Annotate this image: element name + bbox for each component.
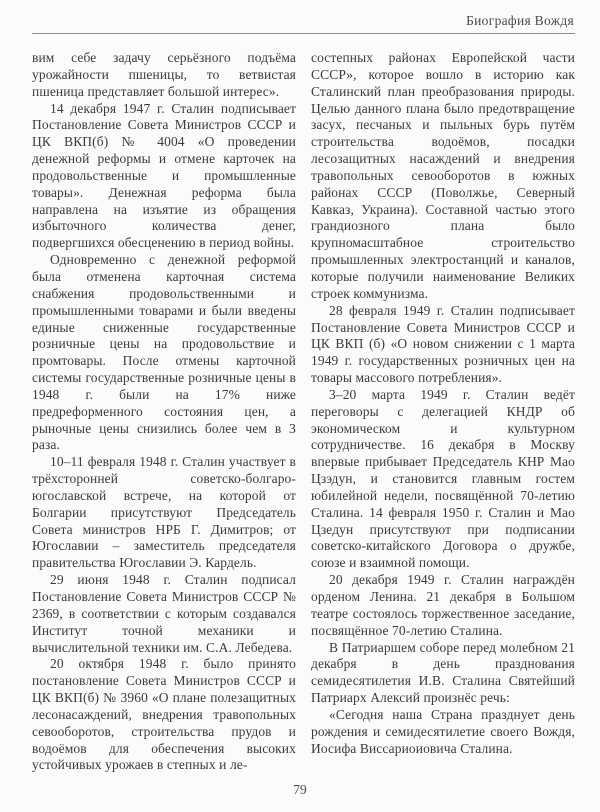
paragraph: вим себе задачу серьёзного подъёма урожайности пшеницы, то ветвистая пшеница представляет большой интерес».	[32, 50, 296, 99]
text-columns	[32, 50, 575, 774]
paragraph: 10–11 февраля 1948 г. Сталин участвует в трёхсторонней советско-болгаро-югославской встрече, на которой от Болгарии присутствуют Председатель Совета министров НРБ Г. Димитров; от Югославии – заместитель председателя правительства Югославии Э. Кардель.	[32, 454, 296, 571]
paragraph: 29 июня 1948 г. Сталин подписал Постановление Совета Министров СССР № 2369, в соответствии с которым создавался Институт точной механики и вычислительной техники им. С.А. Лебедева.	[32, 572, 296, 655]
paragraph: 20 октября 1948 г. было принято постановление Совета Министров СССР и ЦК ВКП(б) № 3960 «О плане полезащитных лесонасаждений, внедрения травопольных севооборотов, строительства прудов и водоёмов для обеспечения высоких устойчивых урожаев в степных и ле-	[32, 656, 296, 773]
page-number: 79	[293, 782, 307, 797]
paragraph: «Сегодня наша Страна празднует день рождения и семидесятилетие своего Вождя, Иосифа Виссариоиовича Сталина.	[311, 706, 575, 756]
paragraph: В Патриаршем соборе перед молебном 21 декабря в день празднования семидесятилетия И.В. Сталина Святейший Патриарх Алексий произнёс речь:	[311, 639, 575, 706]
paragraph: Одновременно с денежной реформой была отменена карточная система снабжения продовольственными и промышленными товарами и были введены единые сниженные государственные розничные цены на продовольствие и промтовары. После отмены карточной системы государственные розничные цены в 1948 г. были на 17% ниже предреформенного состояния цен, а рыночные цены снизились более чем в 3 раза.	[32, 252, 296, 453]
paragraph: 14 декабря 1947 г. Сталин подписывает Постановление Совета Министров СССР и ЦК ВКП(б) № 4004 «О проведении денежной реформы и отмене карточек на продовольственные и промышленные товары». Денежная реформа была направлена на изъятие из обращения избыточного количества денег, подвергшихся обесценению в период войны.	[32, 100, 296, 251]
text-column-left	[32, 50, 296, 774]
paragraph: состепных районах Европейской части СССР», которое вошло в историю как Сталинский план преобразования природы. Целью данного плана было предотвращение засух, песчаных и пыльных бурь путём строительства водоёмов, посадки лесозащитных насаждений и внедрения травопольных севооборотов в южных районах СССР (Поволжье, Северный Кавказ, Украина). Составной частью этого грандиозного плана было крупномасштабное строительство промышленных электростанций и каналов, которые получили наименование Великих строек коммунизма.	[311, 50, 575, 301]
paragraph: 28 февраля 1949 г. Сталин подписывает Постановление Совета Министров СССР и ЦК ВКП (б) «О новом снижении с 1 марта 1949 г. государственных розничных цен на товары массового потребления».	[311, 302, 575, 386]
paragraph: 3–20 марта 1949 г. Сталин ведёт переговоры с делегацией КНДР об экономическом и культурном сотрудничестве. 16 декабря в Москву впервые прибывает Председатель КНР Мао Цзэдун, и становится главным гостем юбилейной недели, посвящённой 70-летию Сталина. 14 февраля 1950 г. Сталин и Мао Цзедун присутствуют при подписании советско-китайского Договора о дружбе, союзе и взаимной помощи.	[311, 386, 575, 571]
text-column-right	[311, 50, 575, 774]
running-header-title: Биография Вождя	[466, 13, 574, 28]
paragraph: 20 декабря 1949 г. Сталин награждён орденом Ленина. 21 декабря в Большом театре состоялось торжественное заседание, посвящённое 70-летию Сталина.	[311, 572, 575, 638]
header-rule	[32, 33, 575, 34]
